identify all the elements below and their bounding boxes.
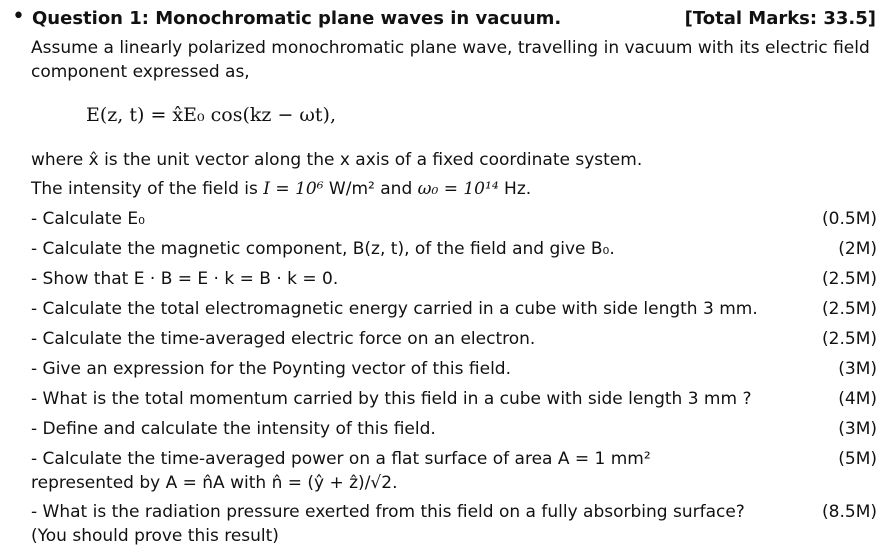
bullet: • [12, 4, 25, 29]
list-item [31, 237, 877, 261]
item-text: - Calculate the magnetic component, B(z, t), of the field and give B₀. [31, 239, 615, 259]
intensity-unit: W/m² [323, 179, 381, 199]
item-text: - Calculate the time-averaged electric force on an electron. [31, 329, 536, 349]
item-marks: (5M) [838, 449, 877, 469]
list-item [31, 357, 877, 381]
omega-value: ω₀ = 10¹⁴ [417, 179, 499, 199]
intro-line-1: Assume a linearly polarized monochromatic plane wave, travelling in vacuum with its electric field [31, 38, 870, 58]
list-item [31, 500, 877, 524]
item-text: - What is the radiation pressure exerted from this field on a fully absorbing surface? [31, 502, 745, 522]
item-marks: (2M) [838, 239, 877, 259]
list-item [31, 267, 877, 291]
list-item [31, 207, 877, 231]
list-item [31, 447, 877, 471]
where-line: where x̂ is the unit vector along the x axis of a fixed coordinate system. [31, 150, 643, 170]
intensity-mid: and [380, 179, 418, 199]
omega-unit: Hz. [498, 179, 532, 199]
item-text: - Give an expression for the Poynting vector of this field. [31, 359, 512, 379]
list-item [31, 417, 877, 441]
question-title: Question 1: Monochromatic plane waves in vacuum. [32, 8, 562, 29]
item-marks: (0.5M) [822, 209, 877, 229]
list-item-continuation [31, 471, 877, 495]
item-text: - Calculate the time-averaged power on a flat surface of area A = 1 mm² [31, 449, 651, 469]
total-marks: [Total Marks: 33.5] [684, 8, 876, 29]
electric-field-equation: E(z, t) = x̂E₀ cos(kz − ωt), [86, 104, 337, 126]
intensity-prefix: The intensity of the field is [31, 179, 264, 199]
list-item [31, 327, 877, 351]
item-text: represented by A = n̂A with n̂ = (ŷ + ẑ)/√2. [31, 473, 398, 493]
intro-line-2: component expressed as, [31, 62, 250, 82]
item-marks: (3M) [838, 419, 877, 439]
item-text: - Show that E · B = E · k = B · k = 0. [31, 269, 339, 289]
item-marks: (2.5M) [822, 269, 877, 289]
item-text: - What is the total momentum carried by this field in a cube with side length 3 mm ? [31, 389, 752, 409]
list-item-continuation [31, 524, 877, 548]
item-marks: (4M) [838, 389, 877, 409]
list-item [31, 387, 877, 411]
item-text: - Calculate E₀ [31, 209, 145, 229]
intensity-line [31, 177, 877, 201]
item-marks: (3M) [838, 359, 877, 379]
intensity-value: I = 10⁶ [263, 179, 324, 199]
item-marks: (2.5M) [822, 299, 877, 319]
item-marks: (8.5M) [822, 502, 877, 522]
item-marks: (2.5M) [822, 329, 877, 349]
item-text: (You should prove this result) [31, 526, 279, 546]
question-header [10, 6, 876, 32]
item-text: - Calculate the total electromagnetic energy carried in a cube with side length 3 mm. [31, 299, 758, 319]
item-text: - Define and calculate the intensity of this field. [31, 419, 436, 439]
list-item [31, 297, 877, 321]
